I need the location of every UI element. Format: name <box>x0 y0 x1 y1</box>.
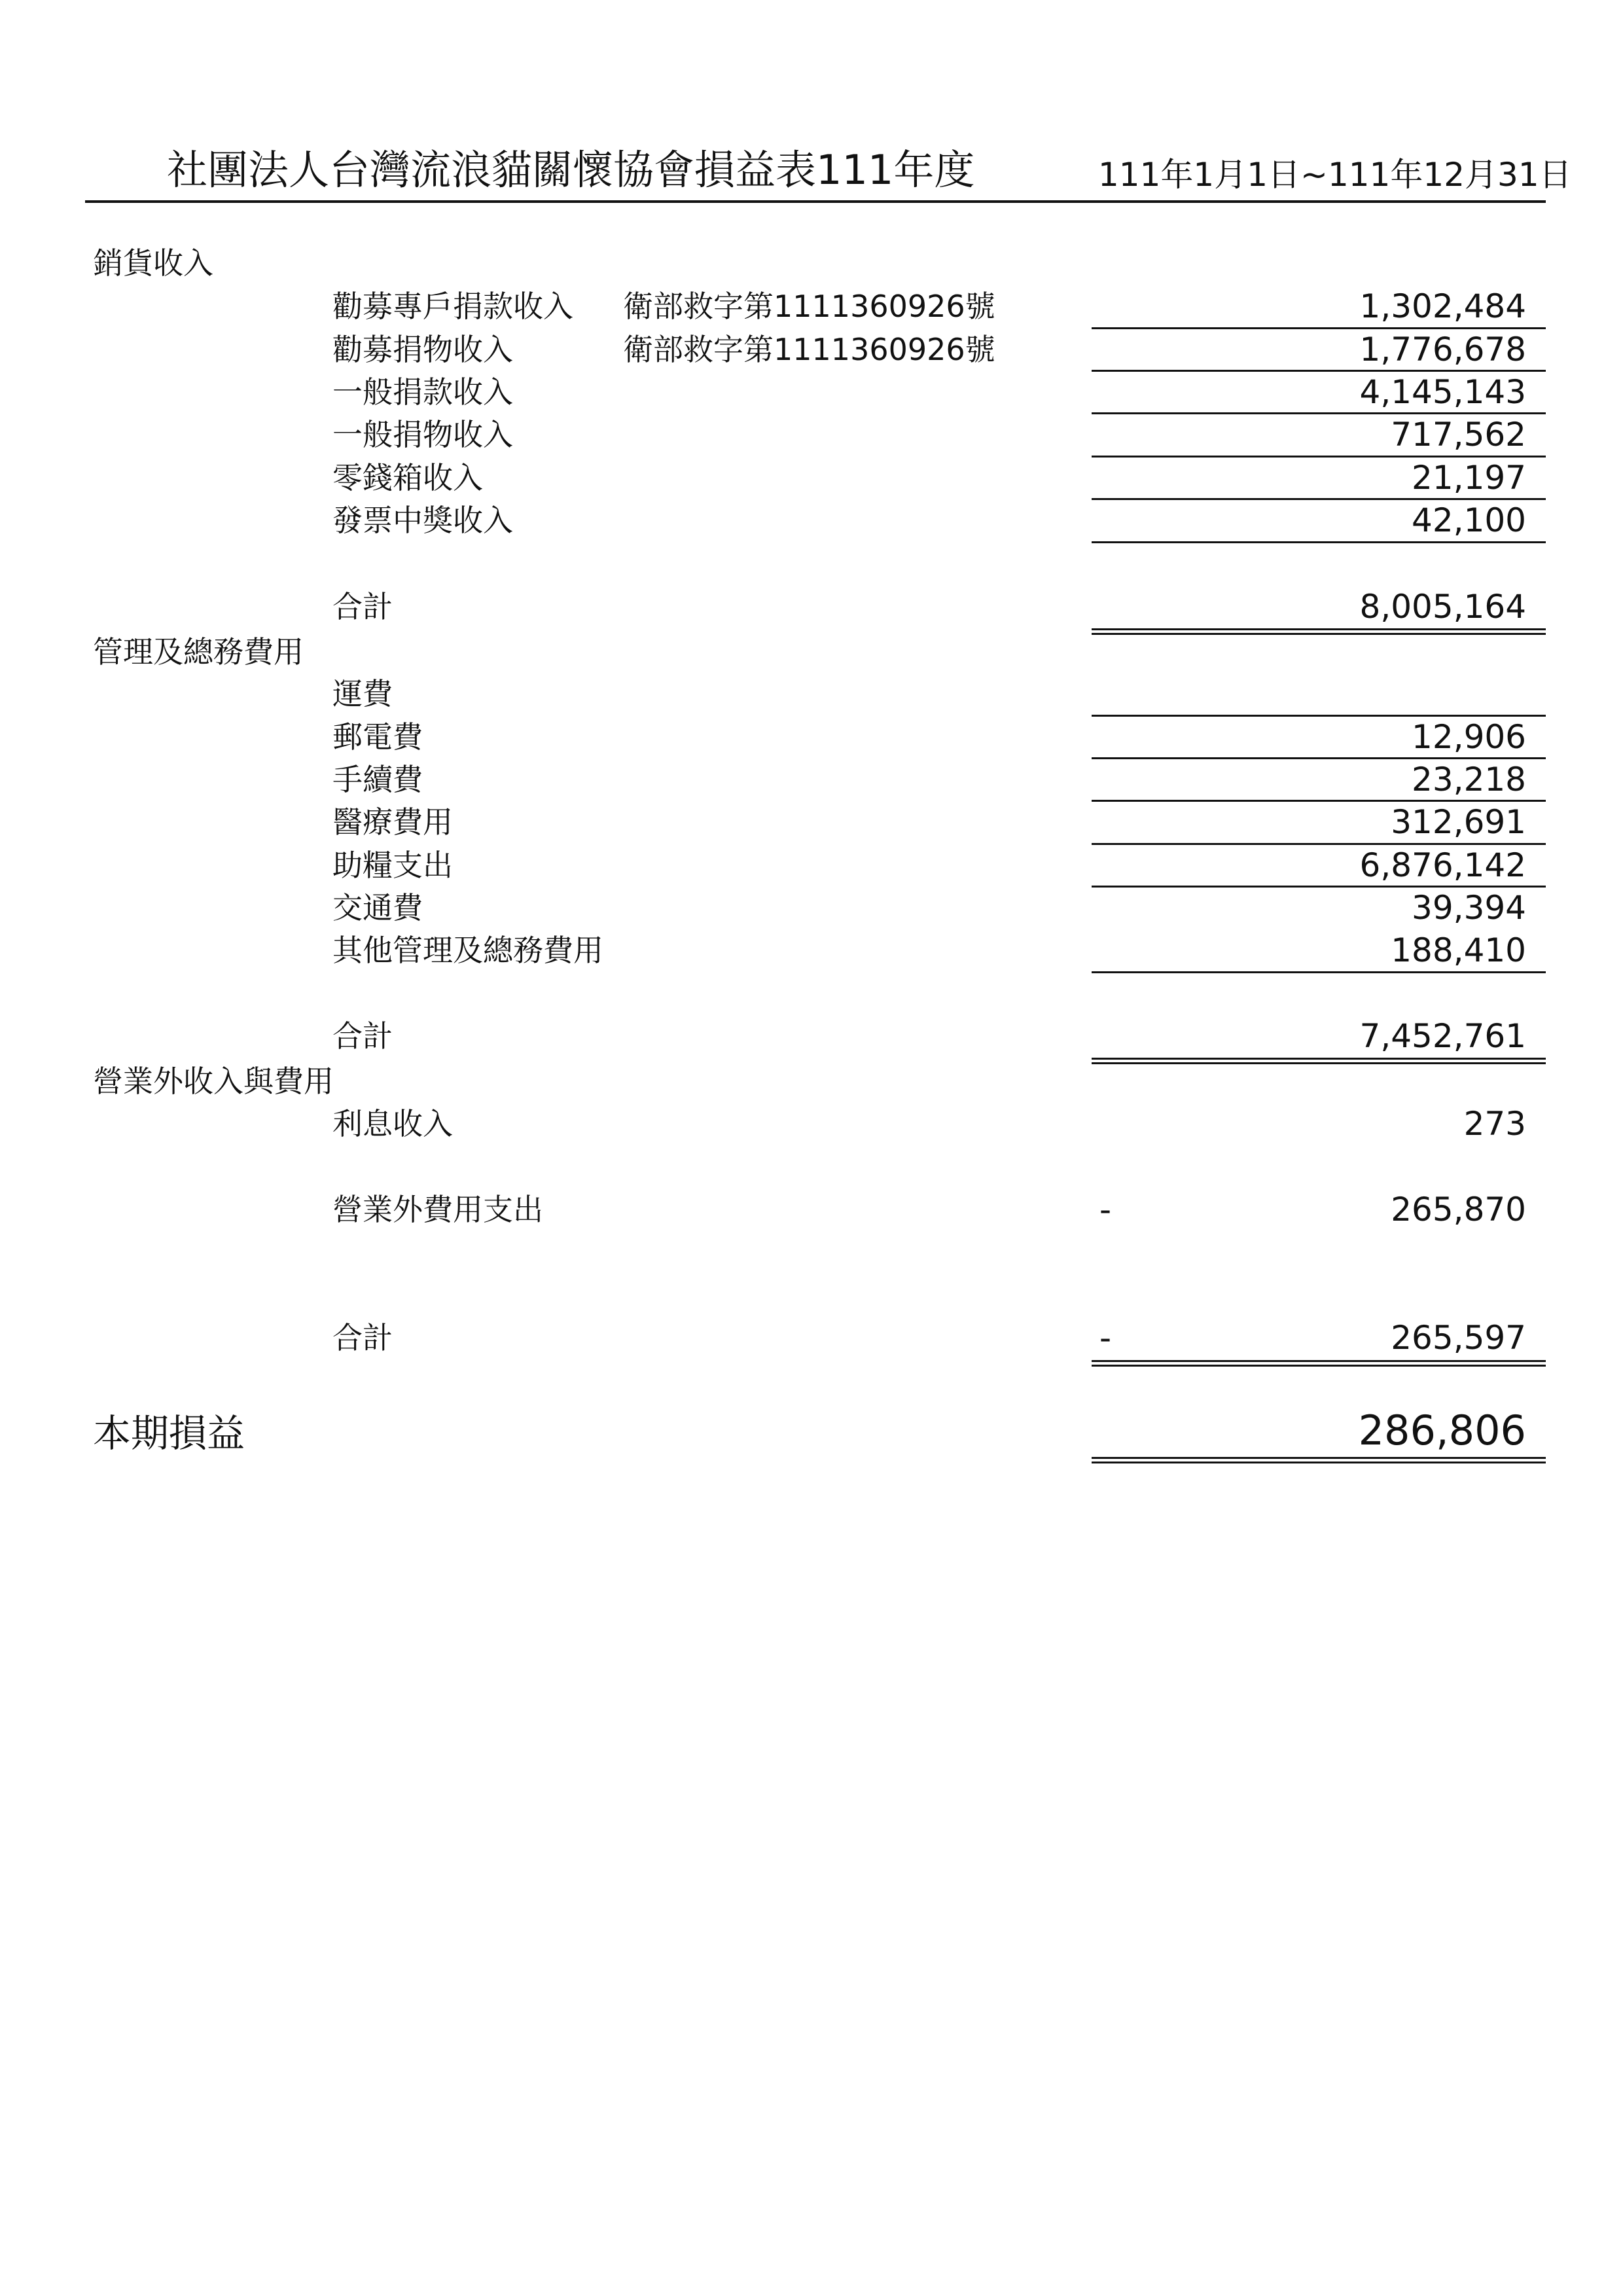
net-income-label: 本期損益 <box>93 1411 245 1456</box>
line-item-label: 發票中獎收入 <box>332 503 513 538</box>
line-item-amount: 21,197 <box>1412 459 1526 497</box>
line-item-label: 交通費 <box>332 890 423 925</box>
row-rule <box>1092 886 1546 888</box>
line-item-label: 手續費 <box>332 762 423 797</box>
row-rule <box>1092 715 1546 717</box>
header-rule <box>85 200 1546 203</box>
subtotal-label: 合計 <box>332 1018 393 1054</box>
row-rule <box>1092 456 1546 457</box>
subtotal-double-rule <box>1092 1058 1546 1064</box>
line-item-amount: 1,302,484 <box>1359 287 1526 325</box>
line-item-amount: 1,776,678 <box>1359 331 1526 368</box>
row-rule <box>1092 412 1546 414</box>
subtotal-label: 合計 <box>332 1320 393 1355</box>
line-item-amount: 6,876,142 <box>1359 846 1526 884</box>
line-item-amount: 39,394 <box>1412 889 1526 927</box>
line-item-label: 勸募捐物收入 <box>332 332 513 367</box>
amount-sign: - <box>1099 1191 1112 1229</box>
line-item-label: 運費 <box>332 676 393 711</box>
line-item-amount: 188,410 <box>1391 931 1526 969</box>
row-rule <box>1092 498 1546 500</box>
line-item-amount: 273 <box>1463 1105 1526 1143</box>
line-item-label: 零錢箱收入 <box>332 460 483 495</box>
line-item-label: 一般捐款收入 <box>332 374 513 410</box>
line-item-amount: 265,870 <box>1391 1191 1526 1229</box>
section-heading-sales: 銷貨收入 <box>93 245 213 281</box>
line-item-label: 利息收入 <box>332 1106 453 1141</box>
line-item-label: 其他管理及總務費用 <box>332 933 603 968</box>
line-item-amount: 717,562 <box>1391 416 1526 454</box>
subtotal-double-rule <box>1092 1360 1546 1367</box>
line-item-amount: 42,100 <box>1412 501 1526 539</box>
line-item-amount: 23,218 <box>1412 761 1526 798</box>
subtotal-amount-admin: 7,452,761 <box>1359 1017 1526 1055</box>
line-item-amount: 12,906 <box>1412 718 1526 756</box>
line-item-label: 助糧支出 <box>332 848 453 883</box>
row-rule <box>1092 370 1546 372</box>
row-rule <box>1092 541 1546 543</box>
subtotal-amount-nonop: 265,597 <box>1391 1319 1526 1357</box>
line-item-amount: 312,691 <box>1391 803 1526 841</box>
line-item-label: 醫療費用 <box>332 804 453 840</box>
net-income-double-rule <box>1092 1457 1546 1463</box>
subtotal-label: 合計 <box>332 589 393 624</box>
row-rule <box>1092 800 1546 802</box>
line-item-amount: 4,145,143 <box>1359 373 1526 411</box>
section-heading-admin: 管理及總務費用 <box>93 634 304 670</box>
statement-title: 社團法人台灣流浪貓關懷協會損益表111年度 <box>167 146 975 194</box>
line-item-note: 衛部救字第1111360926號 <box>623 289 995 324</box>
row-rule <box>1092 971 1546 973</box>
row-rule <box>1092 757 1546 759</box>
line-item-label: 一般捐物收入 <box>332 417 513 452</box>
subtotal-double-rule <box>1092 628 1546 635</box>
row-rule <box>1092 843 1546 845</box>
line-item-label: 營業外費用支出 <box>332 1192 543 1227</box>
amount-sign: - <box>1099 1319 1112 1357</box>
line-item-note: 衛部救字第1111360926號 <box>623 332 995 367</box>
section-heading-nonop: 營業外收入與費用 <box>93 1064 334 1099</box>
subtotal-amount-sales: 8,005,164 <box>1359 588 1526 626</box>
net-income-amount: 286,806 <box>1358 1407 1526 1454</box>
line-item-label: 郵電費 <box>332 719 423 755</box>
row-rule <box>1092 327 1546 329</box>
statement-period: 111年1月1日~111年12月31日 <box>1098 156 1572 194</box>
line-item-label: 勸募專戶捐款收入 <box>332 289 573 324</box>
